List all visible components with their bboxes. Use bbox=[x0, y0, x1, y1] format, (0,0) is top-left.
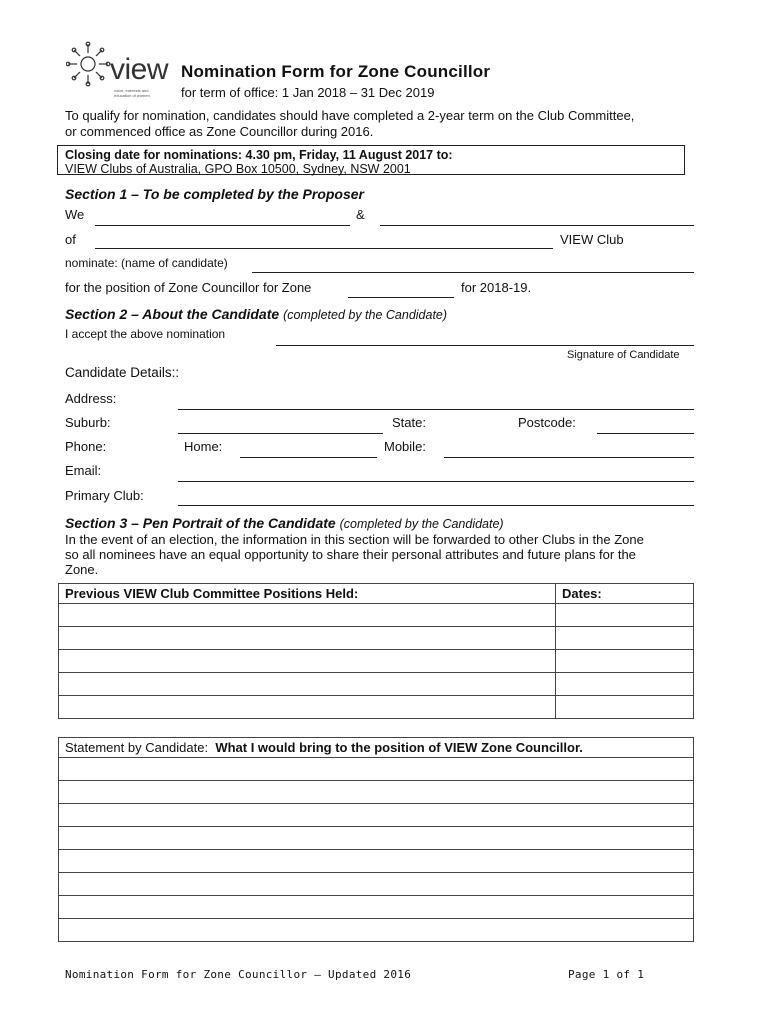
suburb-field[interactable] bbox=[178, 433, 383, 434]
home-label: Home: bbox=[184, 439, 223, 454]
primary-club-field[interactable] bbox=[178, 505, 694, 506]
statement-line[interactable] bbox=[59, 827, 694, 850]
statement-line[interactable] bbox=[59, 873, 694, 896]
position-cell[interactable] bbox=[59, 696, 556, 719]
date-cell[interactable] bbox=[556, 650, 694, 673]
statement-line[interactable] bbox=[59, 919, 694, 942]
closing-address: VIEW Clubs of Australia, GPO Box 10500, Sydney, NSW 2001 bbox=[65, 162, 411, 176]
nominate-label: nominate: (name of candidate) bbox=[65, 256, 228, 270]
address-label: Address: bbox=[65, 391, 117, 406]
section3-heading bbox=[65, 515, 504, 531]
mobile-label: Mobile: bbox=[384, 439, 426, 454]
view-wordmark: view bbox=[110, 53, 169, 86]
statement-line[interactable] bbox=[59, 896, 694, 919]
state-label: State: bbox=[392, 415, 426, 430]
home-phone-field[interactable] bbox=[240, 457, 377, 458]
postcode-label: Postcode: bbox=[518, 415, 576, 430]
proposer1-field[interactable] bbox=[95, 225, 350, 226]
section2-note: (completed by the Candidate) bbox=[283, 308, 448, 322]
position-label: for the position of Zone Councillor for Zone bbox=[65, 280, 312, 295]
position-cell[interactable] bbox=[59, 627, 556, 650]
position-cell[interactable] bbox=[59, 650, 556, 673]
section3-title: Section 3 – Pen Portrait of the Candidate bbox=[65, 515, 336, 531]
email-label: Email: bbox=[65, 463, 102, 478]
closing-date: Closing date for nominations: 4.30 pm, Friday, 11 August 2017 to: bbox=[65, 148, 453, 162]
signature-field[interactable] bbox=[276, 345, 694, 346]
address-field[interactable] bbox=[178, 409, 694, 410]
statement-question: What I would bring to the position of VIEW Zone Councillor. bbox=[215, 740, 583, 755]
suburb-label: Suburb: bbox=[65, 415, 111, 430]
intro-line-1: To qualify for nomination, candidates should have completed a 2-year term on the Club Committee, bbox=[65, 108, 635, 123]
candidate-name-field[interactable] bbox=[252, 272, 694, 273]
section2-heading bbox=[65, 306, 447, 322]
positions-table bbox=[58, 583, 694, 719]
statement-prefix: Statement by Candidate: bbox=[65, 740, 209, 755]
footer-title: Nomination Form for Zone Councillor – Updated 2016 bbox=[65, 968, 412, 981]
view-club-label: VIEW Club bbox=[560, 232, 624, 247]
statement-line[interactable] bbox=[59, 804, 694, 827]
position-cell[interactable] bbox=[59, 604, 556, 627]
closing-date-box bbox=[57, 145, 685, 175]
candidate-details-label: Candidate Details:: bbox=[65, 365, 180, 380]
date-cell[interactable] bbox=[556, 604, 694, 627]
view-tagline: voice, interests and education of women bbox=[114, 88, 150, 98]
accept-label: I accept the above nomination bbox=[65, 327, 226, 341]
zone-field[interactable] bbox=[348, 297, 454, 298]
statement-line[interactable] bbox=[59, 758, 694, 781]
phone-label: Phone: bbox=[65, 439, 107, 454]
we-label: We bbox=[65, 207, 85, 222]
mobile-phone-field[interactable] bbox=[444, 457, 694, 458]
section2-title: Section 2 – About the Candidate bbox=[65, 306, 280, 322]
page-number: Page 1 of 1 bbox=[568, 968, 645, 981]
dates-header: Dates: bbox=[556, 584, 694, 604]
statement-line[interactable] bbox=[59, 781, 694, 804]
of-label: of bbox=[65, 232, 76, 247]
statement-table bbox=[58, 737, 694, 942]
date-cell[interactable] bbox=[556, 673, 694, 696]
primary-club-label: Primary Club: bbox=[65, 488, 144, 503]
signature-label: Signature of Candidate bbox=[567, 349, 680, 361]
date-cell[interactable] bbox=[556, 627, 694, 650]
club-name-field[interactable] bbox=[95, 248, 553, 249]
section1-heading: Section 1 – To be completed by the Proposer bbox=[65, 186, 364, 202]
statement-header bbox=[59, 738, 694, 758]
section3-para-3: Zone. bbox=[65, 562, 99, 577]
ampersand-label: & bbox=[356, 207, 365, 222]
proposer2-field[interactable] bbox=[380, 225, 694, 226]
date-cell[interactable] bbox=[556, 696, 694, 719]
section3-para-1: In the event of an election, the information in this section will be forwarded to other Clubs in the Zone bbox=[65, 532, 644, 547]
statement-line[interactable] bbox=[59, 850, 694, 873]
postcode-field[interactable] bbox=[597, 433, 694, 434]
section3-para-2: so all nominees have an equal opportunity to share their personal attributes and future plans for the bbox=[65, 547, 636, 562]
term-subtitle: for term of office: 1 Jan 2018 – 31 Dec 2019 bbox=[181, 85, 435, 100]
intro-line-2: or commenced office as Zone Councillor during 2016. bbox=[65, 124, 374, 139]
view-logo bbox=[66, 40, 176, 104]
page-title: Nomination Form for Zone Councillor bbox=[181, 62, 491, 81]
email-field[interactable] bbox=[178, 481, 694, 482]
position-cell[interactable] bbox=[59, 673, 556, 696]
year-label: for 2018-19. bbox=[461, 280, 532, 295]
positions-header: Previous VIEW Club Committee Positions Held: bbox=[59, 584, 556, 604]
section3-note: (completed by the Candidate) bbox=[339, 517, 504, 531]
